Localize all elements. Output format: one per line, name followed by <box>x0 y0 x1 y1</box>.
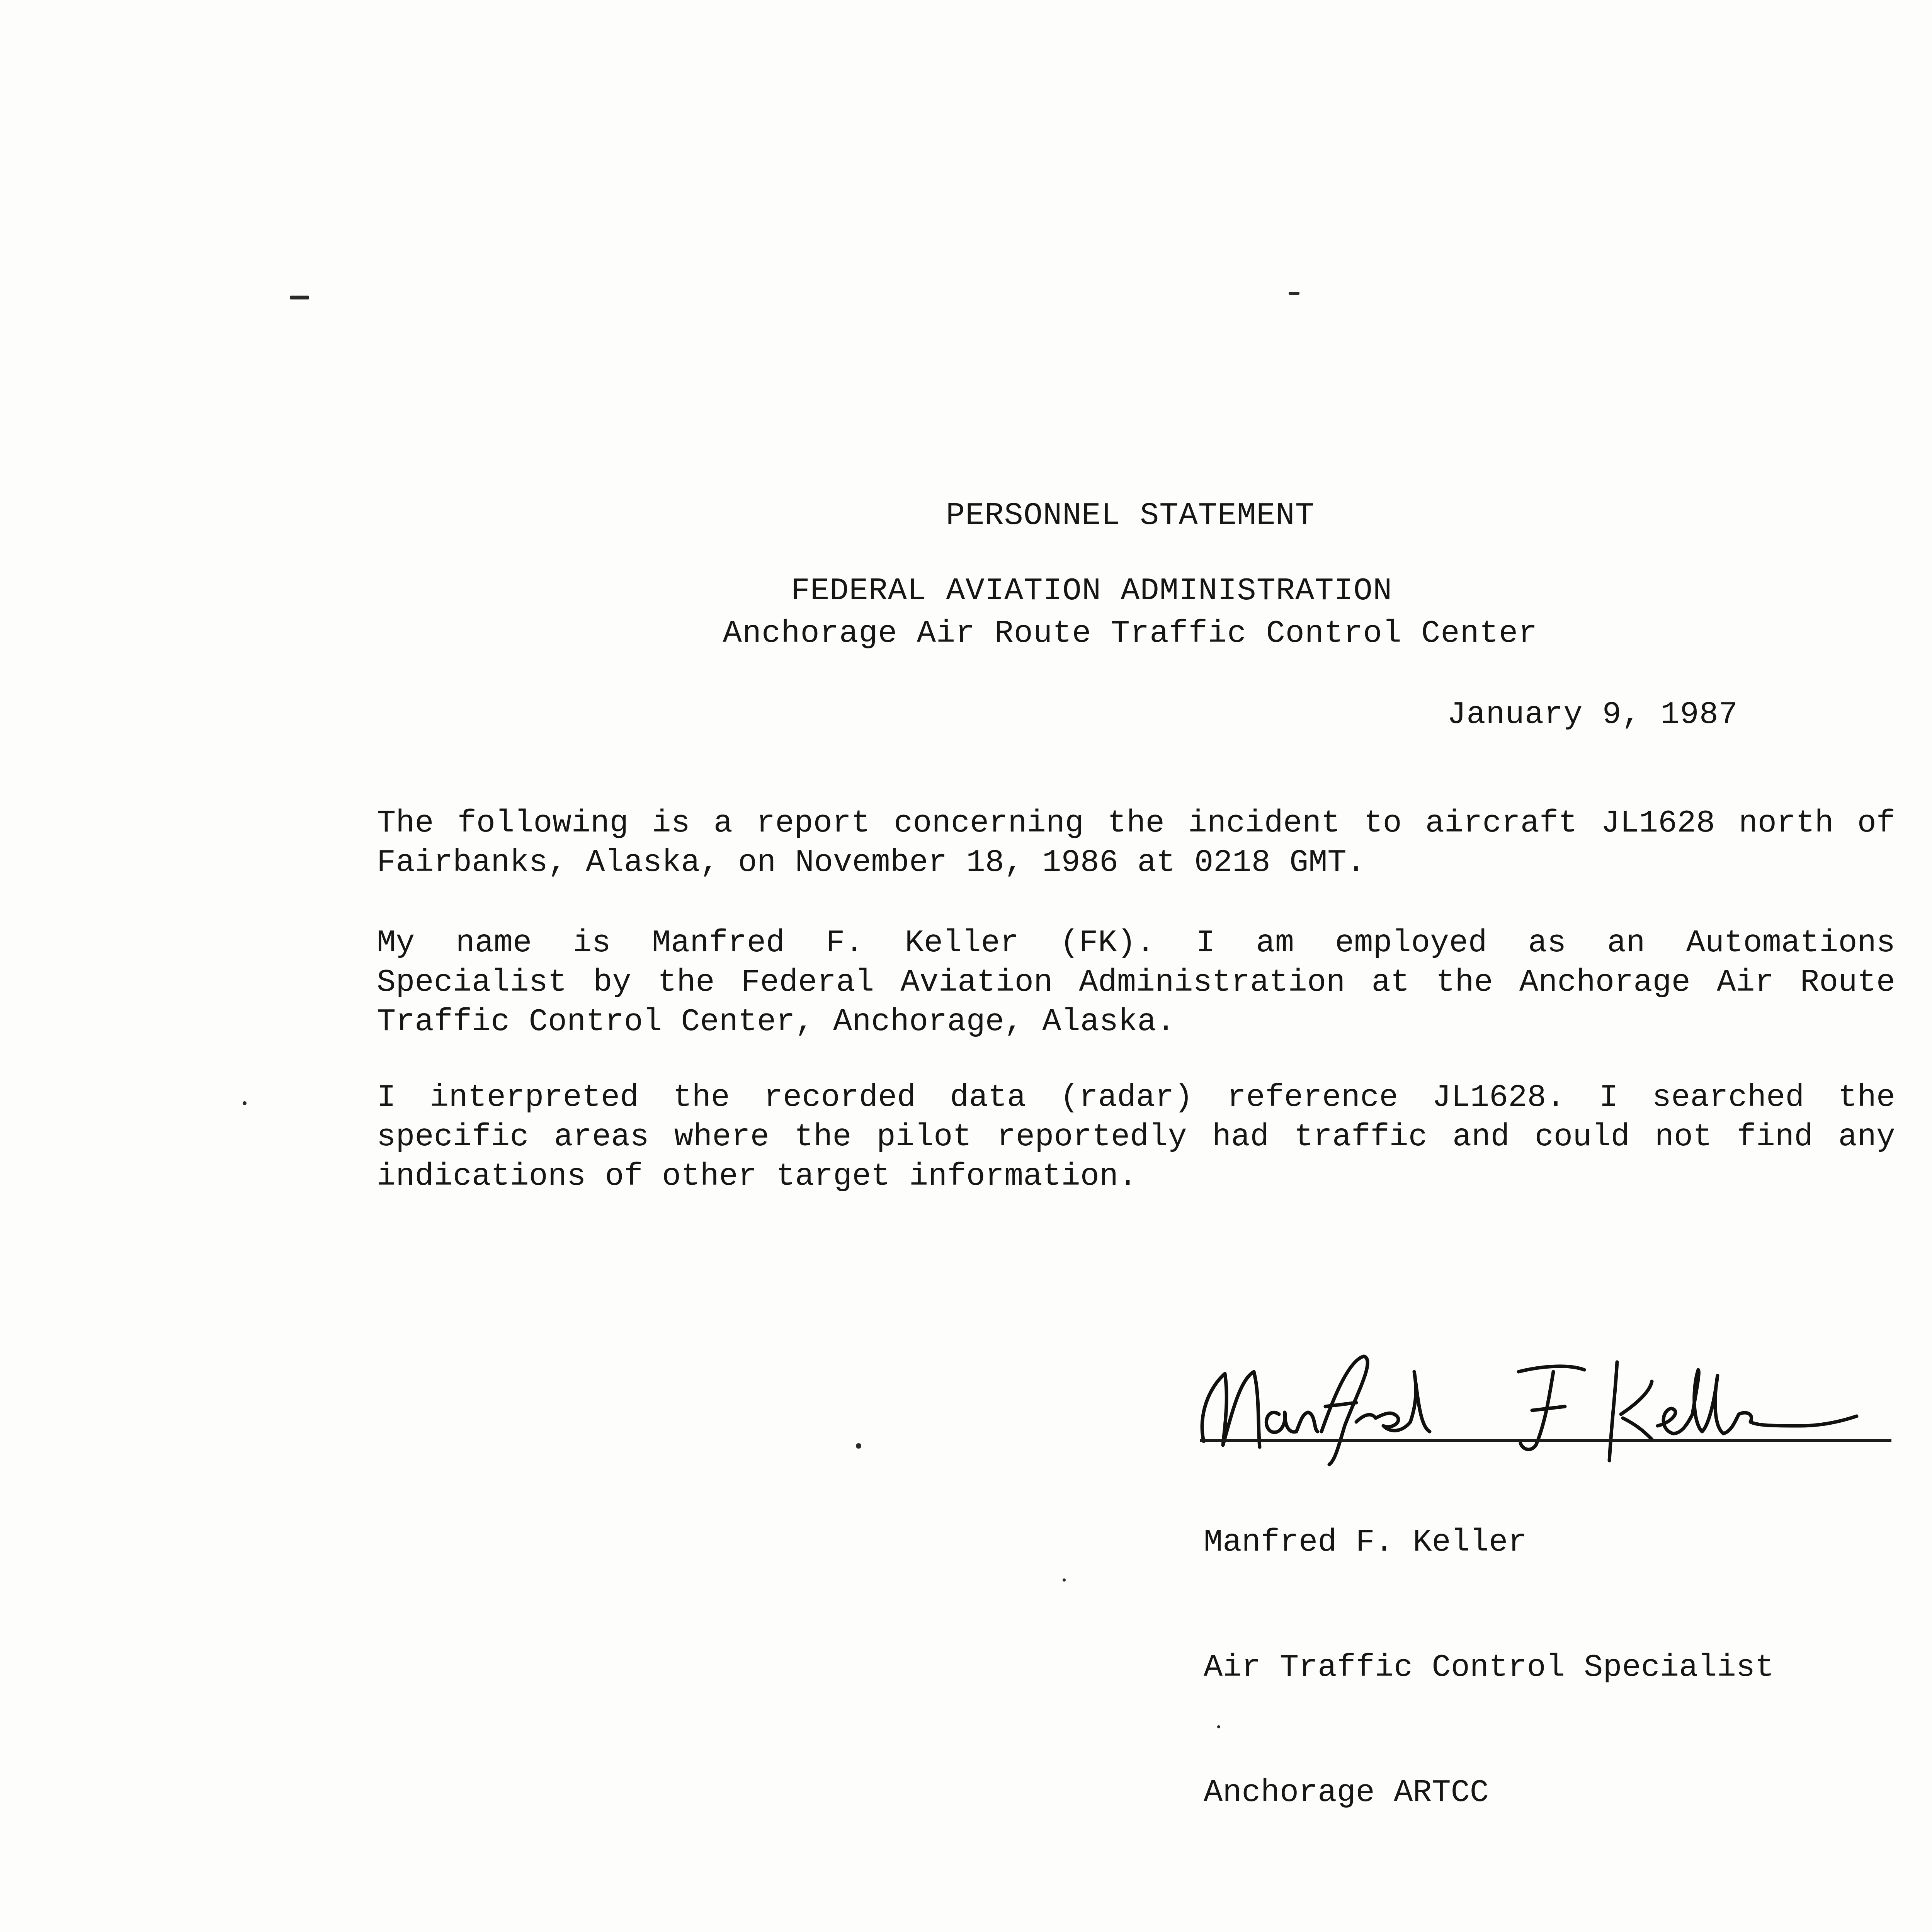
paragraph-line: The following is a report concerning the incident to aircraft JL1628 north of <box>377 805 1895 841</box>
paragraph-findings <box>377 1078 1895 1196</box>
scan-mark <box>243 1101 247 1105</box>
paragraph-line: Fairbanks, Alaska, on November 18, 1986 at 0218 GMT. <box>377 845 1366 881</box>
paragraph-line: I interpreted the recorded data (radar) reference JL1628. I searched the <box>377 1080 1895 1116</box>
typed-name: Manfred F. Keller <box>1204 1524 1527 1560</box>
paragraph-line: specific areas where the pilot reportedly had traffic and could not find any <box>377 1119 1895 1155</box>
paragraph-line: Specialist by the Federal Aviation Administration at the Anchorage Air Route <box>377 964 1895 1000</box>
signer-office: Anchorage ARTCC <box>1204 1775 1489 1811</box>
paragraph-line: My name is Manfred F. Keller (FK). I am employed as an Automations <box>377 925 1895 961</box>
scan-mark <box>1063 1578 1066 1582</box>
scan-mark <box>1289 292 1299 295</box>
scan-mark <box>290 296 309 299</box>
document-date: January 9, 1987 <box>1447 697 1738 733</box>
signature-block <box>1204 1438 1774 1897</box>
paragraph-identity <box>377 923 1895 1042</box>
paragraph-line: indications of other target information. <box>377 1158 1138 1194</box>
facility-name: Anchorage Air Route Traffic Control Center <box>723 616 1538 651</box>
paragraph-line: Traffic Control Center, Anchorage, Alaska. <box>377 1004 1175 1040</box>
document-heading: PERSONNEL STATEMENT <box>946 498 1315 534</box>
organization-name: FEDERAL AVIATION ADMINISTRATION <box>791 573 1393 609</box>
paragraph-incident <box>377 804 1895 883</box>
scan-mark <box>856 1443 861 1449</box>
signer-title: Air Traffic Control Specialist <box>1204 1650 1774 1685</box>
